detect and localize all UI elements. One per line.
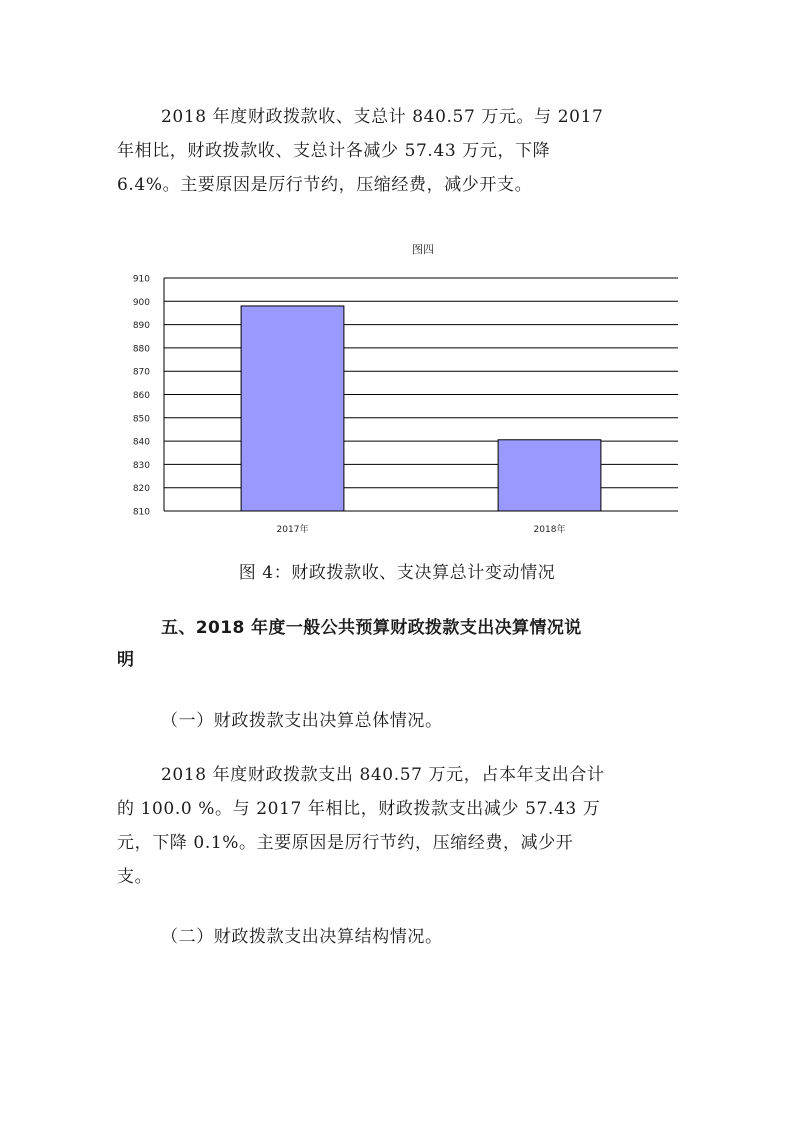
heading-line: 明 [117, 650, 135, 670]
subheading-overall: （一）财政拨款支出决算总体情况。 [161, 711, 443, 731]
y-tick-label: 830 [132, 460, 150, 471]
text-line: 支。 [117, 867, 153, 887]
y-tick-label: 880 [132, 344, 150, 355]
text-line: 2018 年度财政拨款支出 840.57 万元，占本年支出合计 [161, 765, 605, 785]
y-tick-label: 820 [132, 484, 150, 495]
text-line: 的 100.0 %。与 2017 年相比，财政拨款支出减少 57.43 万 [117, 799, 601, 819]
bar-chart [120, 235, 690, 545]
section-heading [117, 612, 687, 676]
heading-line: 五、2018 年度一般公共预算财政拨款支出决算情况说 [161, 618, 582, 638]
figure-caption: 图 4：财政拨款收、支决算总计变动情况 [238, 563, 556, 583]
subheading-structure: （二）财政拨款支出决算结构情况。 [161, 927, 443, 947]
bar [241, 306, 344, 511]
x-tick-label: 2017年 [276, 525, 309, 535]
y-tick-label: 850 [132, 414, 150, 425]
bar [498, 440, 601, 511]
y-tick-label: 860 [132, 391, 150, 401]
text-line: 2018 年度财政拨款收、支总计 840.57 万元。与 2017 [161, 107, 604, 127]
y-tick-label: 910 [132, 274, 150, 285]
chart-title: 图四 [412, 243, 434, 256]
y-tick-label: 890 [132, 321, 150, 332]
x-tick-label: 2018年 [533, 525, 566, 535]
text-line: 元，下降 0.1%。主要原因是厉行节约，压缩经费，减少开 [117, 833, 574, 853]
paragraph-expenditure-summary [117, 758, 687, 894]
y-tick-label: 870 [132, 367, 150, 378]
paragraph-total-summary [117, 100, 687, 202]
chart-svg [120, 235, 690, 545]
y-tick-label: 810 [132, 507, 150, 518]
y-tick-label: 900 [132, 297, 150, 308]
y-tick-label: 840 [132, 437, 150, 448]
text-line: 年相比，财政拨款收、支总计各减少 57.43 万元，下降 [117, 141, 551, 161]
text-line: 6.4%。主要原因是厉行节约，压缩经费，减少开支。 [117, 175, 533, 195]
